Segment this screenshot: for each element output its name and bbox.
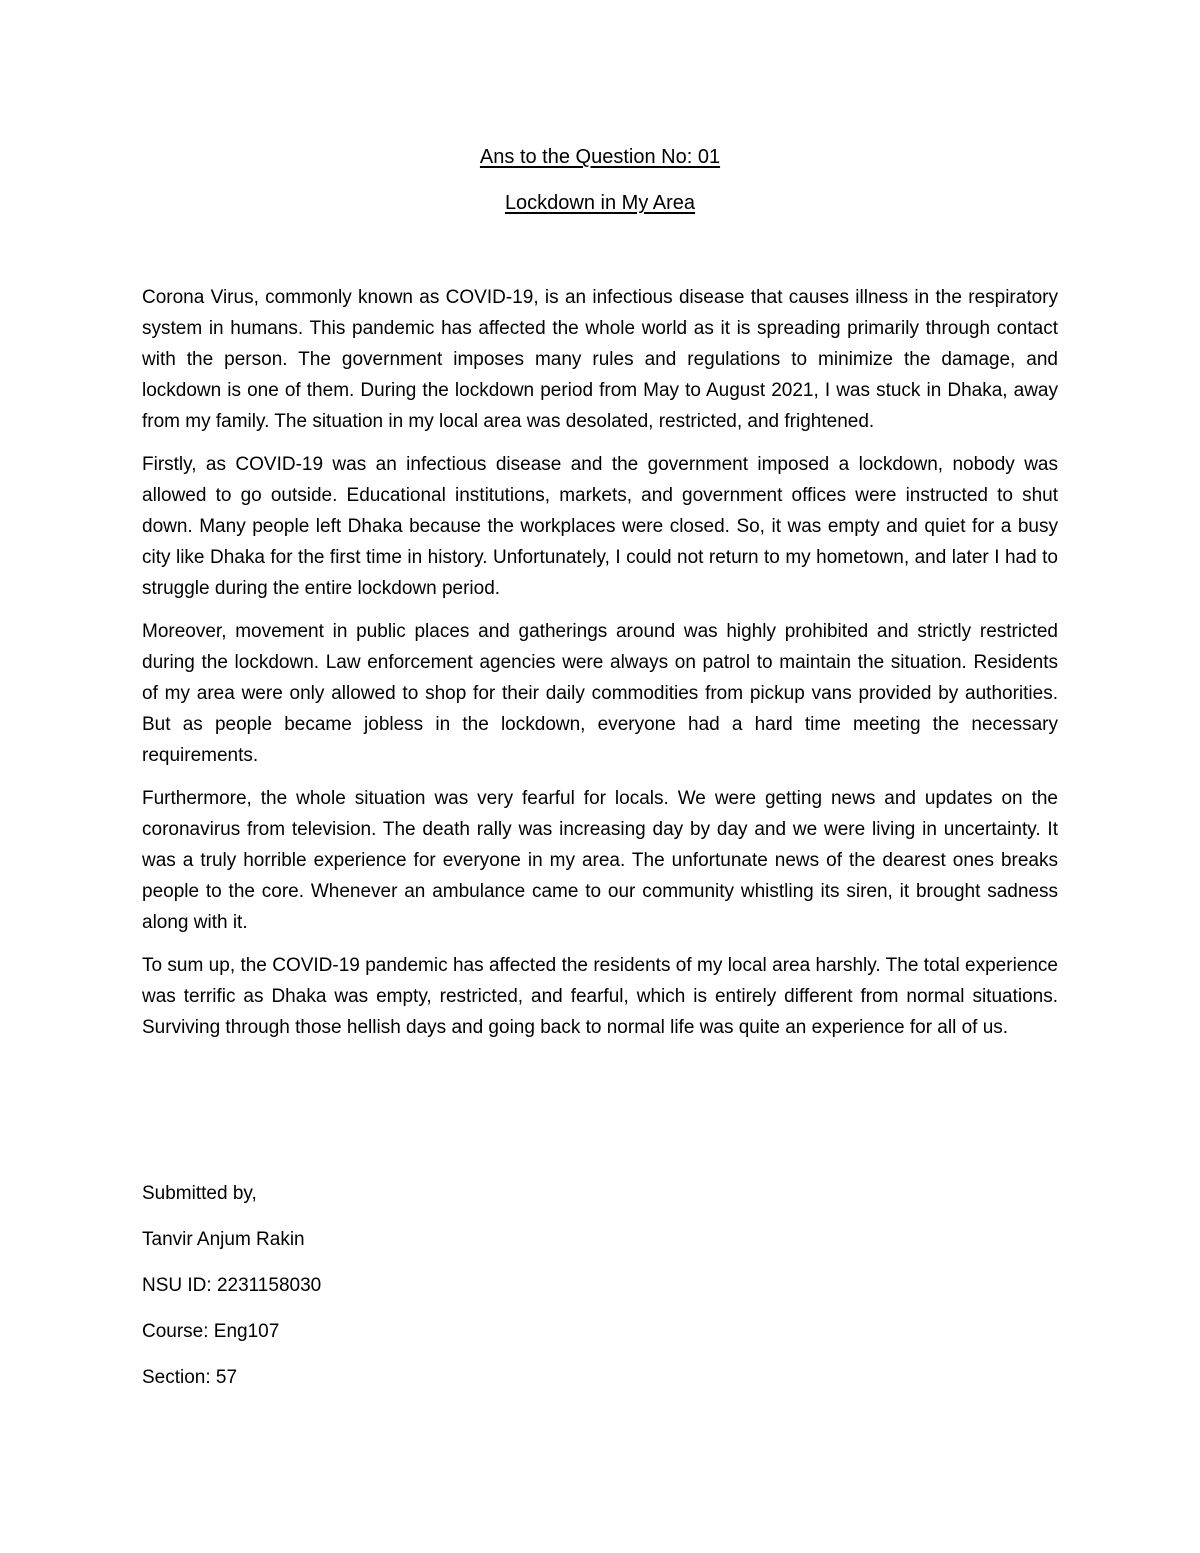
course-info: Course: Eng107 [142, 1321, 280, 1342]
paragraph-firstly: Firstly, as COVID-19 was an infectious disease and the government imposed a lockdown, nobody was allowed to go outside. Educational institutions, markets, and government offices were instructed to shut down. Many people left Dhaka because the workplaces were closed. So, it was empty and quiet for a busy city like Dhaka for the first time in history. Unfortunately, I could not return to my hometown, and later I had to struggle during the entire lockdown period. [142, 454, 1058, 599]
essay-body [142, 282, 1058, 1055]
submitted-by-label: Submitted by, [142, 1183, 257, 1204]
essay-title [0, 191, 1200, 215]
paragraph-conclusion: To sum up, the COVID-19 pandemic has affected the residents of my local area harshly. The total experience was terrific as Dhaka was empty, restricted, and fearful, which is entirely different from normal situations. Surviving through those hellish days and going back to normal life was quite an experience for all of us. [142, 955, 1058, 1038]
signature-block [142, 1182, 742, 1412]
question-heading-text: Ans to the Question No: 01 [479, 146, 721, 168]
paragraph-moreover: Moreover, movement in public places and gatherings around was highly prohibited and strictly restricted during the lockdown. Law enforcement agencies were always on patrol to maintain the situation. Residents of my area were only allowed to shop for their daily commodities from pickup vans provided by authorities. But as people became jobless in the lockdown, everyone had a hard time meeting the necessary requirements. [142, 621, 1058, 766]
essay-title-text: Lockdown in My Area [504, 192, 696, 214]
paragraph-furthermore: Furthermore, the whole situation was very fearful for locals. We were getting news and updates on the coronavirus from television. The death rally was increasing day by day and we were living in uncertainty. It was a truly horrible experience for everyone in my area. The unfortunate news of the dearest ones breaks people to the core. Whenever an ambulance came to our community whistling its siren, it brought sadness along with it. [142, 788, 1058, 933]
author-name: Tanvir Anjum Rakin [142, 1229, 305, 1250]
paragraph-introduction: Corona Virus, commonly known as COVID-19, is an infectious disease that causes illness in the respiratory system in humans. This pandemic has affected the whole world as it is spreading primarily through contact with the person. The government imposes many rules and regulations to minimize the damage, and lockdown is one of them. During the lockdown period from May to August 2021, I was stuck in Dhaka, away from my family. The situation in my local area was desolated, restricted, and frightened. [142, 287, 1058, 432]
question-heading [0, 145, 1200, 169]
section-info: Section: 57 [142, 1367, 238, 1388]
nsu-id: NSU ID: 2231158030 [142, 1275, 322, 1296]
